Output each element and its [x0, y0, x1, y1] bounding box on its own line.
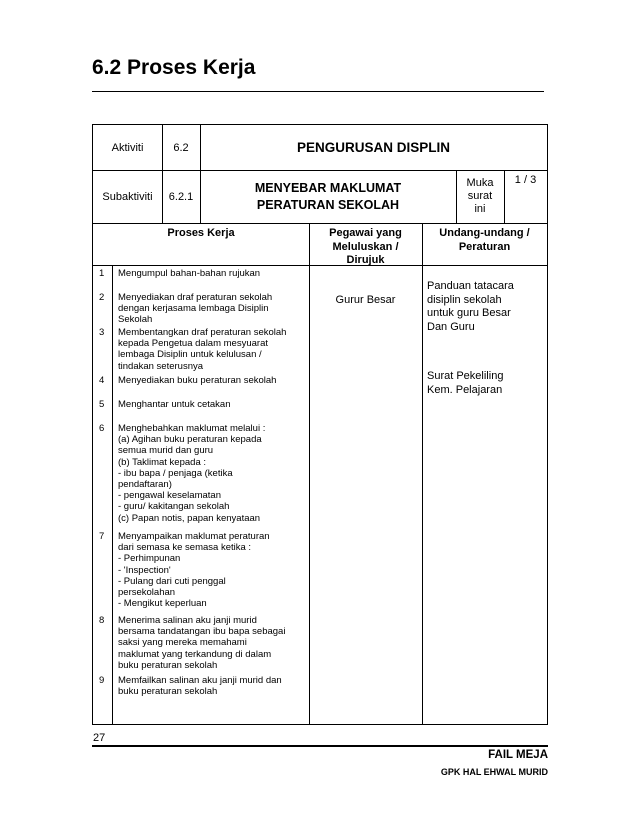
subaktiviti-code: 6.2.1 — [168, 190, 194, 203]
step-text: Mengumpul bahan-bahan rujukan — [118, 268, 261, 279]
step-number: 1 — [99, 268, 105, 279]
step-number: 4 — [99, 375, 105, 386]
step-number: 6 — [99, 423, 105, 434]
step-text: dari semasa ke semasa ketika : — [118, 542, 252, 554]
step-text: - Perhimpunan — [118, 553, 181, 565]
step-text: maklumat yang terkandung di dalam — [118, 648, 272, 660]
step-text: semua murid dan guru — [118, 445, 214, 457]
step-text: Menerima salinan aku janji murid — [118, 615, 257, 626]
aktiviti-label: Aktiviti — [111, 141, 144, 154]
step-text: Menghantar untuk cetakan — [118, 399, 231, 410]
pegawai-value: Gurur Besar — [335, 294, 396, 306]
step-text: - ibu bapa / penjaga (ketika — [118, 467, 233, 479]
step-number: 8 — [99, 615, 105, 626]
step-text: buku peraturan sekolah — [118, 659, 218, 671]
undang-surat-pekeliling: Surat Pekeliling Kem. Pelajaran — [427, 370, 504, 396]
step-text: Menghebahkan maklumat melalui : — [118, 423, 266, 434]
step-text: buku peraturan sekolah — [118, 686, 218, 698]
header-pegawai: Pegawai yang Meluluskan / Dirujuk — [329, 227, 402, 266]
work-process-form — [92, 124, 548, 725]
step-text: pendaftaran) — [118, 479, 172, 491]
step-text: Menyampaikan maklumat peraturan — [118, 531, 270, 542]
step-number: 2 — [99, 292, 105, 303]
step-text: - 'Inspection' — [118, 564, 171, 576]
muka-surat-label: Muka surat ini — [466, 177, 494, 215]
step-text: bersama tandatangan ibu bapa sebagai — [118, 626, 286, 638]
step-text: lembaga Disiplin untuk kelulusan / — [118, 349, 262, 361]
step-text: kepada Pengetua dalam mesyuarat — [118, 338, 268, 350]
step-text: (b) Taklimat kepada : — [118, 456, 207, 468]
step-text: Menyediakan buku peraturan sekolah — [118, 375, 277, 386]
footer-divider — [92, 745, 548, 747]
step-text: Membentangkan draf peraturan sekolah — [118, 327, 287, 338]
step-text: (c) Papan notis, papan kenyataan — [118, 512, 261, 524]
column-divider — [422, 223, 423, 725]
step-text: dengan kerjasama lembaga Disiplin — [118, 303, 269, 315]
step-text: persekolahan — [118, 587, 176, 599]
step-number: 7 — [99, 531, 105, 542]
aktiviti-title: PENGURUSAN DISPLIN — [296, 140, 450, 155]
page-of-indicator: 1 / 3 — [514, 174, 537, 186]
step-number: 3 — [99, 327, 105, 338]
footer-subtitle: GPK HAL EHWAL MURID — [440, 767, 548, 777]
subaktiviti-label: Subaktiviti — [102, 190, 153, 203]
step-number: 9 — [99, 675, 105, 686]
step-text: - guru/ kakitangan sekolah — [118, 501, 230, 513]
step-text: saksi yang mereka memahami — [118, 637, 247, 649]
step-text: tindakan seterusnya — [118, 360, 204, 372]
page-number: 27 — [93, 732, 106, 744]
step-number: 5 — [99, 399, 105, 410]
header-undang-undang: Undang-undang / Peraturan — [439, 227, 530, 253]
step-text: (a) Agihan buku peraturan kepada — [118, 434, 262, 446]
step-text: Sekolah — [118, 314, 153, 326]
header-proses-kerja: Proses Kerja — [167, 227, 235, 239]
footer-title: FAIL MEJA — [488, 749, 548, 761]
title-divider — [92, 91, 544, 92]
aktiviti-code: 6.2 — [173, 141, 189, 154]
step-text: - Pulang dari cuti penggal — [118, 575, 226, 587]
page-title: 6.2 Proses Kerja — [92, 56, 256, 79]
step-text: - pengawal keselamatan — [118, 490, 221, 502]
subaktiviti-title: MENYEBAR MAKLUMAT PERATURAN SEKOLAH — [254, 180, 402, 212]
step-text: - Mengikut keperluan — [118, 598, 207, 610]
step-text: Memfailkan salinan aku janji murid dan — [118, 675, 282, 686]
column-divider — [112, 265, 113, 725]
step-text: Menyediakan draf peraturan sekolah — [118, 292, 273, 303]
undang-panduan: Panduan tatacara disiplin sekolah untuk guru Besar Dan Guru — [427, 280, 514, 333]
